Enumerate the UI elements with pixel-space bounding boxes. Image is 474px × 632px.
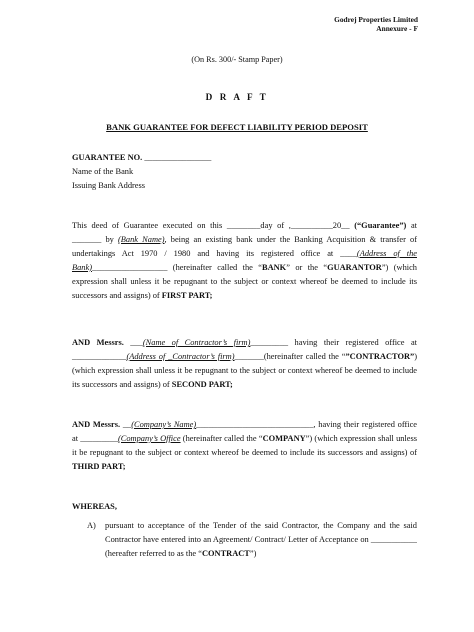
p2-text-1: ___ [123,338,143,347]
guarantee-number-label: GUARANTEE NO. [72,153,143,162]
p3-and-messrs: AND Messrs. [72,420,121,429]
p3-text-2: ____________________________, having their registered office at _________ [72,420,418,443]
guarantee-info [72,151,417,193]
p2-text-2: _________ having their registered office at _____________ [72,338,418,361]
draft-heading: D R A F T [205,92,269,102]
third-party-paragraph [72,418,417,474]
bank-name-line: Name of the Bank [72,166,134,176]
p3-company-name-placeholder: (Company’s Name) [131,420,197,429]
clause-a [88,519,417,561]
p2-contractor-address-placeholder: (Address of _Contractor’s firm) [126,351,235,361]
p1-bank-term: BANK [262,262,287,272]
p2-text-4: ) (which expression shall unless it be repugnant to the subject or context whereof be deemed to include its successors and assigns) of [72,351,417,389]
p1-text-3: , being an existing bank under the Banking Acquisition & transfer of undertakings Act 1970 / 1980 and having its registered office at ____ [72,234,418,258]
clause-a-text-2: ”) [249,548,257,558]
bank-address-line: Issuing Bank Address [72,180,146,190]
p3-text-4: ”) (which expression shall unless it be repugnant to the subject or context whereof be deemed to include its successors and assigns) of [72,433,418,457]
p3-text-1: __ [120,420,132,429]
annexure-label: Annexure - F [376,24,418,33]
page-header [334,15,418,33]
p3-third-part: THIRD PART; [72,461,126,471]
guarantee-number-blank: ________________ [144,153,212,162]
p1-text-1: This deed of Guarantee executed on this ________day of ,__________20__ [72,221,350,230]
p2-and-messrs: AND Messrs. [72,338,124,347]
p1-text-4: __________________ (hereinafter called the “ [92,262,262,272]
p2-contractor-name-placeholder: (Name of Contractor’s firm) [142,338,251,347]
p1-text-6: ”) (which expression shall unless it be repugnant to the subject or context whereof be deemed to include its successors and assigns) of [72,262,417,300]
whereas-heading: WHEREAS, [72,502,117,511]
clause-a-text [88,519,417,561]
second-party-paragraph [72,336,417,392]
p2-text-3: _______(hereinafter called the “ [234,351,346,361]
p1-guarantee-term: (“Guarantee”) [354,221,407,230]
stamp-paper-note: (On Rs. 300/- Stamp Paper) [191,55,283,64]
document-title: BANK GUARANTEE FOR DEFECT LIABILITY PERIOD DEPOSIT [106,122,368,132]
clause-a-label: A) [87,521,96,530]
clause-a-text-1: pursuant to acceptance of the Tender of the said Contractor, the Company and the said Contractor have entered into an Agreement/ Contract/ Letter of Acceptance on ___________ (hereafter referred to as the “ [105,521,417,558]
p1-text-2: at _______ by [72,221,418,244]
p3-company-office-placeholder: (Company’s Office [117,433,181,443]
p2-contractor-term: ”CONTRACTOR” [345,351,415,361]
company-name: Godrej Properties Limited [334,15,418,24]
first-party-paragraph [72,219,417,302]
guarantee-number-line [72,151,417,165]
p2-second-part: SECOND PART; [171,379,233,389]
p1-guarantor-term: GUARANTOR [327,262,382,272]
p3-company-term: COMPANY [262,433,306,443]
p1-bank-address-placeholder: (Address of the Bank) [72,248,417,272]
p1-bank-name-placeholder: (Bank Name) [118,234,165,244]
p3-text-3: (hereinafter called the “ [180,433,263,443]
p1-text-5: ” or the “ [286,262,328,272]
clause-a-contract-term: CONTRACT [201,548,250,558]
p1-first-part: FIRST PART; [161,290,213,300]
